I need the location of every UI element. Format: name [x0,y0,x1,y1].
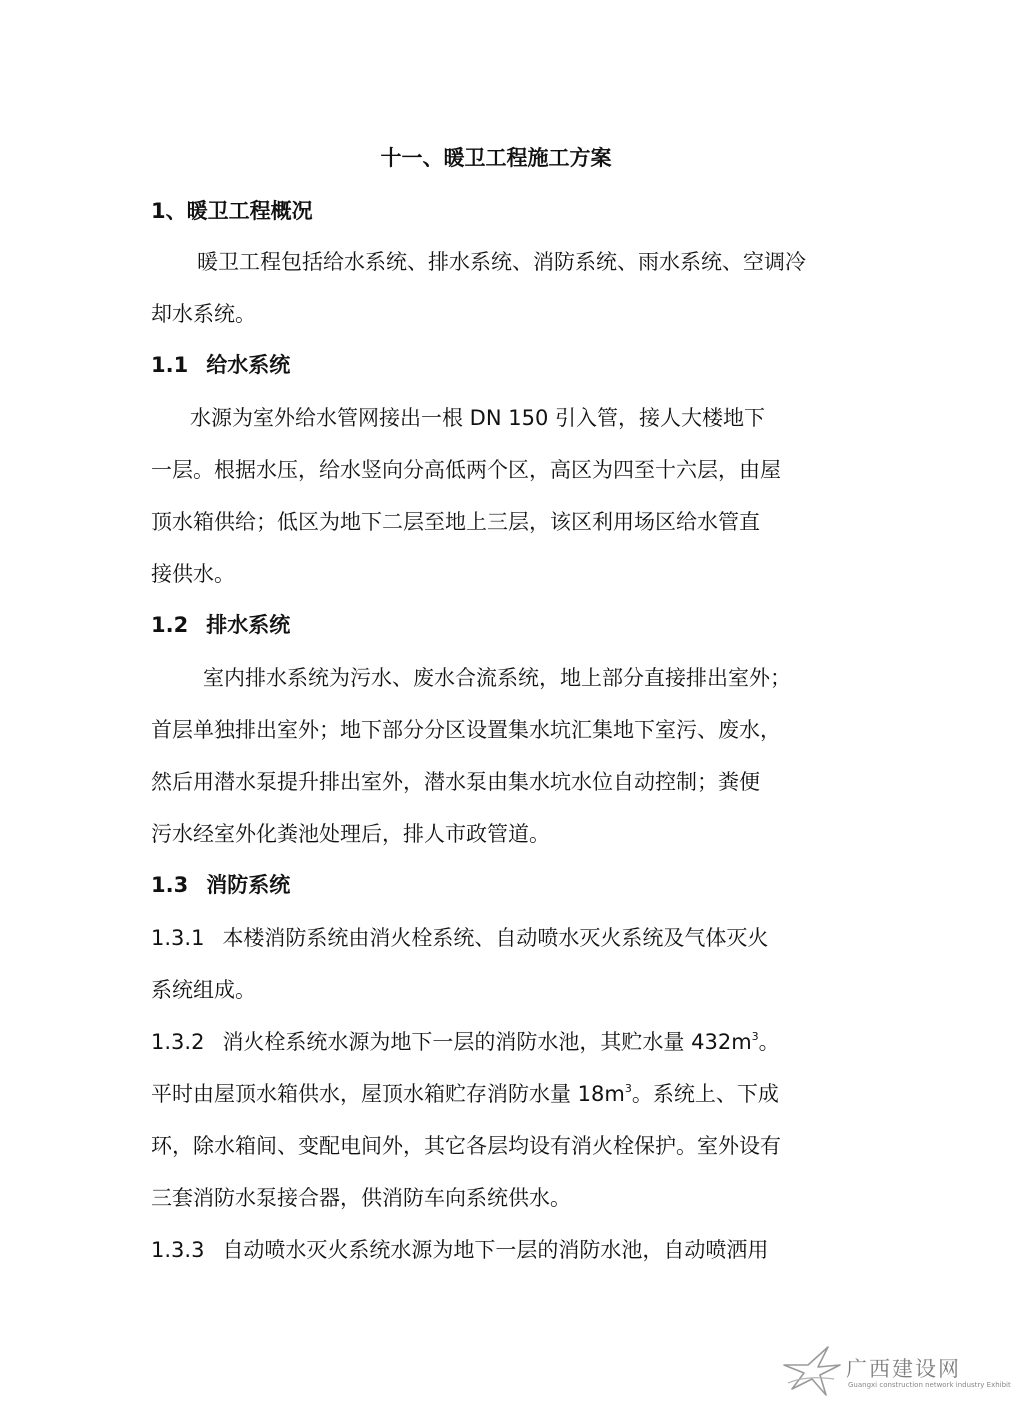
section-label: 消防系统 [206,873,291,897]
clause-text: 本楼消防系统由消火栓系统、自动喷水灭火系统及气体灭火 [222,926,769,950]
clause-text: 。系统上、下成 [631,1082,779,1106]
section-number: 1.3 [151,873,189,897]
section-heading-overview: 1、暖卫工程概况 [151,199,313,223]
section-heading-drainage [151,610,290,640]
paragraph-line: 系统组成。 [151,978,256,1002]
clause-text: 。 [758,1030,780,1054]
paragraph-line: 却水系统。 [151,302,256,326]
clause-number: 1.3.1 [151,926,205,950]
paragraph-line: 然后用潜水泵提升排出室外，潜水泵由集水坑水位自动控制；粪便 [151,770,760,794]
paragraph-line [151,1016,861,1068]
section-number: 1.2 [151,613,189,637]
paragraph-overview [151,236,861,340]
clause-number: 1.3.3 [151,1238,205,1262]
clause-text: 消火栓系统水源为地下一层的消防水池，其贮水量 432m [222,1030,752,1054]
paragraph-line [151,1068,861,1120]
paragraph-water-supply [151,392,861,600]
paragraph-line: 室内排水系统为污水、废水合流系统，地上部分直接排出室外； [203,666,791,690]
star-logo-icon [782,1345,842,1397]
paragraph-line: 三套消防水泵接合器，供消防车向系统供水。 [151,1186,571,1210]
paragraph-line: 环，除水箱间、变配电间外，其它各层均设有消火栓保护。室外设有 [151,1134,781,1158]
section-heading-water-supply [151,350,290,380]
paragraph-line: 接供水。 [151,562,235,586]
section-label: 给水系统 [206,353,291,377]
section-heading-fire-protection [151,870,290,900]
paragraph-line: 顶水箱供给；低区为地下二层至地上三层，该区利用场区给水管直 [151,510,760,534]
clause-number: 1.3.2 [151,1030,205,1054]
paragraph-line: 首层单独排出室外；地下部分分区设置集水坑汇集地下室污、废水， [151,718,781,742]
superscript: 3 [624,1082,632,1095]
paragraph-line [151,1224,861,1276]
watermark-subtitle: Guangxi construction network industry Exhibit [848,1381,1011,1389]
section-label: 排水系统 [206,613,291,637]
clause-text: 自动喷水灭火系统水源为地下一层的消防水池，自动喷洒用 [222,1238,769,1262]
paragraph-line: 污水经室外化粪池处理后，排人市政管道。 [151,822,550,846]
paragraph-line: 暖卫工程包括给水系统、排水系统、消防系统、雨水系统、空调冷 [197,250,806,274]
document-title: 十一、暖卫工程施工方案 [380,146,612,170]
section-number: 1.1 [151,353,189,377]
superscript: 3 [751,1030,759,1043]
paragraph-drainage [151,652,861,860]
paragraph-line: 水源为室外给水管网接出一根 DN 150 引入管，接人大楼地下 [190,406,765,430]
paragraph-fire-protection [151,912,861,1276]
clause-text: 平时由屋顶水箱供水，屋顶水箱贮存消防水量 18m [151,1082,625,1106]
watermark-name: 广西建设网 [846,1357,961,1381]
paragraph-line: 一层。根据水压，给水竖向分高低两个区，高区为四至十六层，由屋 [151,458,781,482]
watermark [782,1345,1011,1397]
paragraph-line [151,912,861,964]
